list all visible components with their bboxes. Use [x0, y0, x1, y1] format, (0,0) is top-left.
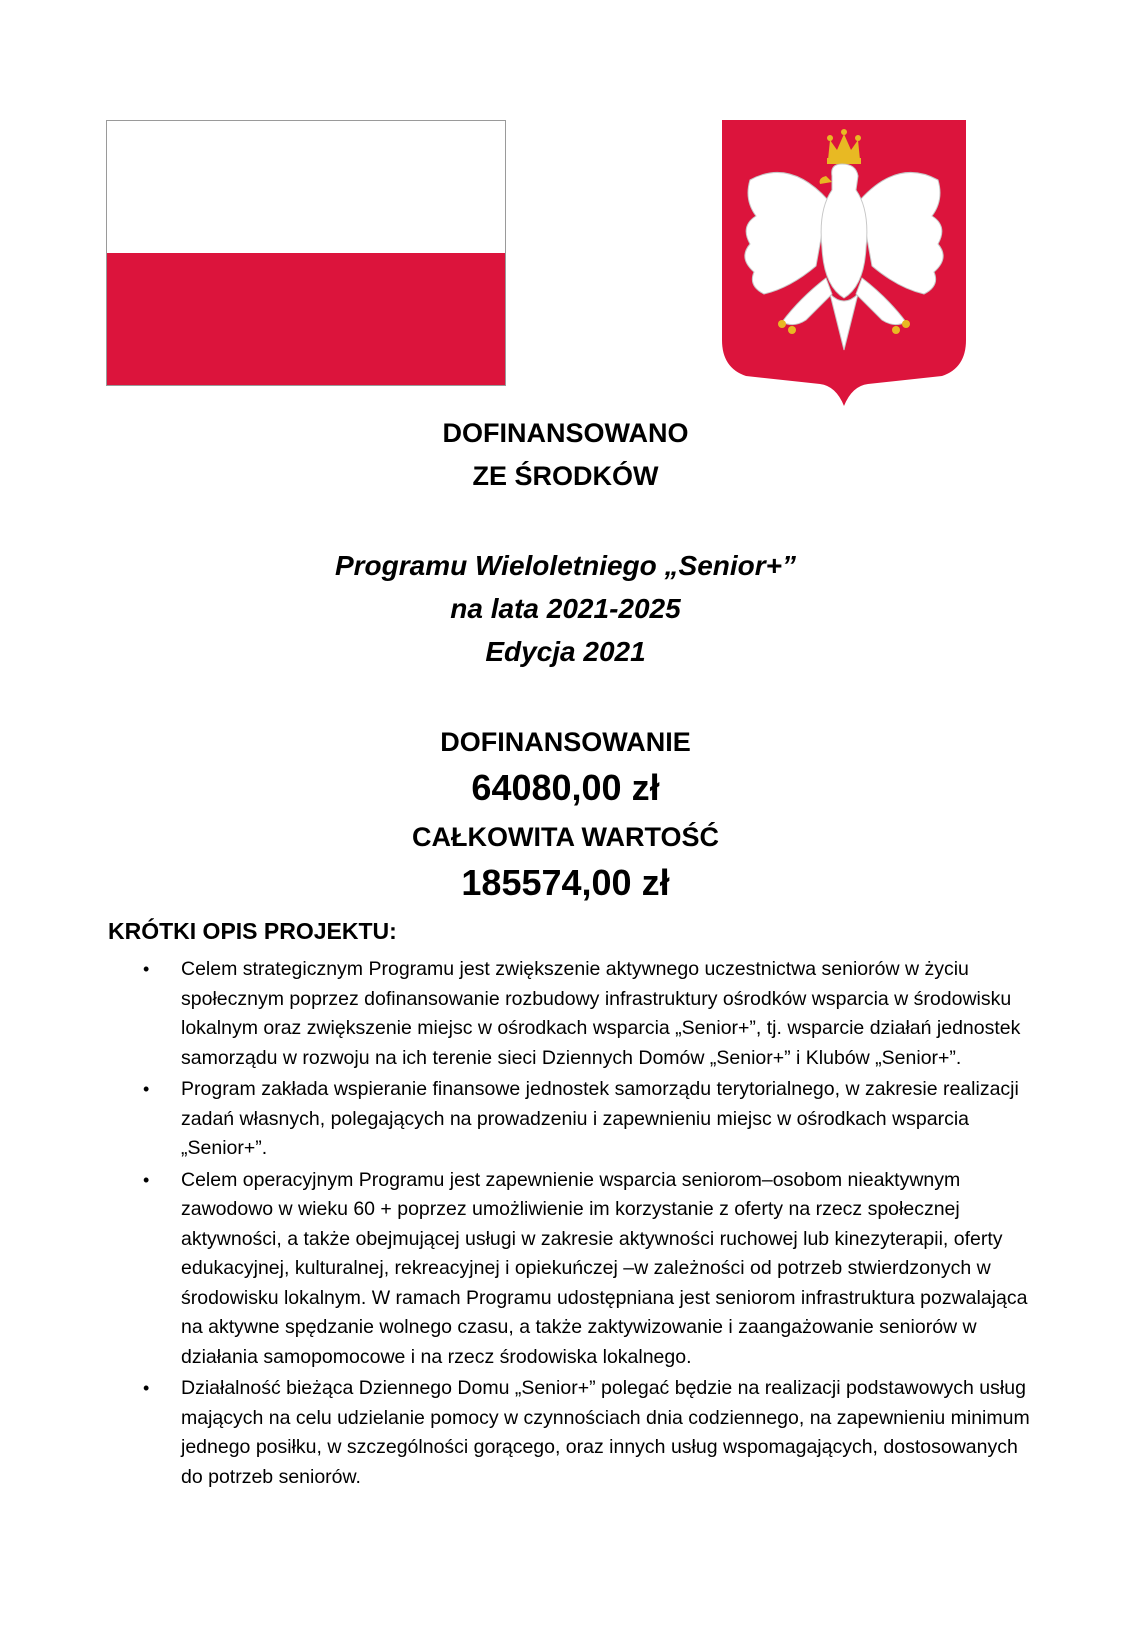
bullet-icon: • — [143, 1378, 150, 1398]
list-item — [108, 1166, 1038, 1373]
list-item-text: Działalność bieżąca Dziennego Domu „Senior+” polegać będzie na realizacji podstawowych usług mających na celu udzielanie pomocy w czynnościach dnia codziennego, na zapewnieniu minimum jednego posiłku, w szczególności gorącego, oraz innych usług wspomagających, dostosowanych do potrzeb seniorów. — [181, 1377, 1030, 1488]
list-item-text: Celem strategicznym Programu jest zwiększenie aktywnego uczestnictwa seniorów w życiu społecznym poprzez dofinansowanie rozbudowy infrastruktury ośrodków wsparcia w środowisku lokalnym oraz zwiększenie miejsc w ośrodkach wsparcia „Senior+”, tj. wsparcie działań jednostek samorządu w rozwoju na ich terenie sieci Dziennych Domów „Senior+” i Klubów „Senior+”. — [181, 958, 1021, 1069]
bullet-icon: • — [143, 1079, 150, 1099]
list-item — [108, 955, 1038, 1073]
description-title: KRÓTKI OPIS PROJEKTU: — [108, 918, 397, 944]
program-name: Programu Wieloletniego „Senior+” — [334, 550, 797, 581]
list-item — [108, 1374, 1038, 1492]
header-line-1: DOFINANSOWANO — [442, 418, 689, 448]
polish-flag-icon — [106, 120, 506, 386]
total-value-label: CAŁKOWITA WARTOŚĆ — [412, 822, 719, 852]
description-list — [108, 955, 1038, 1492]
funding-amount: 64080,00 zł — [471, 767, 660, 808]
list-item-text: Program zakłada wspieranie finansowe jednostek samorządu terytorialnego, w zakresie realizacji zadań własnych, polegających na prowadzeniu i zapewnieniu miejsc w ośrodkach wsparcia „Senior+”. — [181, 1078, 1019, 1159]
bullet-icon: • — [143, 1169, 150, 1190]
flag-white-stripe — [107, 121, 505, 253]
funding-label: DOFINANSOWANIE — [440, 727, 691, 757]
list-item-text: Celem operacyjnym Programu jest zapewnienie wsparcia seniorom–osobom nieaktywnym zawodowo w wieku 60 + poprzez umożliwienie im korzystanie z oferty na rzecz społecznej aktywności, a także obejmującej usługi w zakresie aktywności ruchowej lub kinezyterapii, oferty edukacyjnej, kulturalnej, rekreacyjnej i opiekuńczej –w zależności od potrzeb stwierdzonych w środowisku lokalnym. W ramach Programu udostępniana jest seniorom infrastruktura pozwalająca na aktywne spędzanie wolnego czasu, a także zaktywizowanie i zaangażowanie seniorów w działania samopomocowe i na rzecz środowiska lokalnego. — [181, 1168, 1028, 1368]
program-edition: Edycja 2021 — [485, 636, 646, 667]
total-value-amount: 185574,00 zł — [461, 862, 670, 903]
header-line-2: ZE ŚRODKÓW — [472, 461, 659, 491]
program-years: na lata 2021-2025 — [450, 593, 681, 624]
bullet-icon: • — [143, 959, 150, 979]
list-item — [108, 1075, 1038, 1164]
white-eagle-emblem-icon — [720, 118, 968, 408]
flag-red-stripe — [107, 253, 505, 385]
